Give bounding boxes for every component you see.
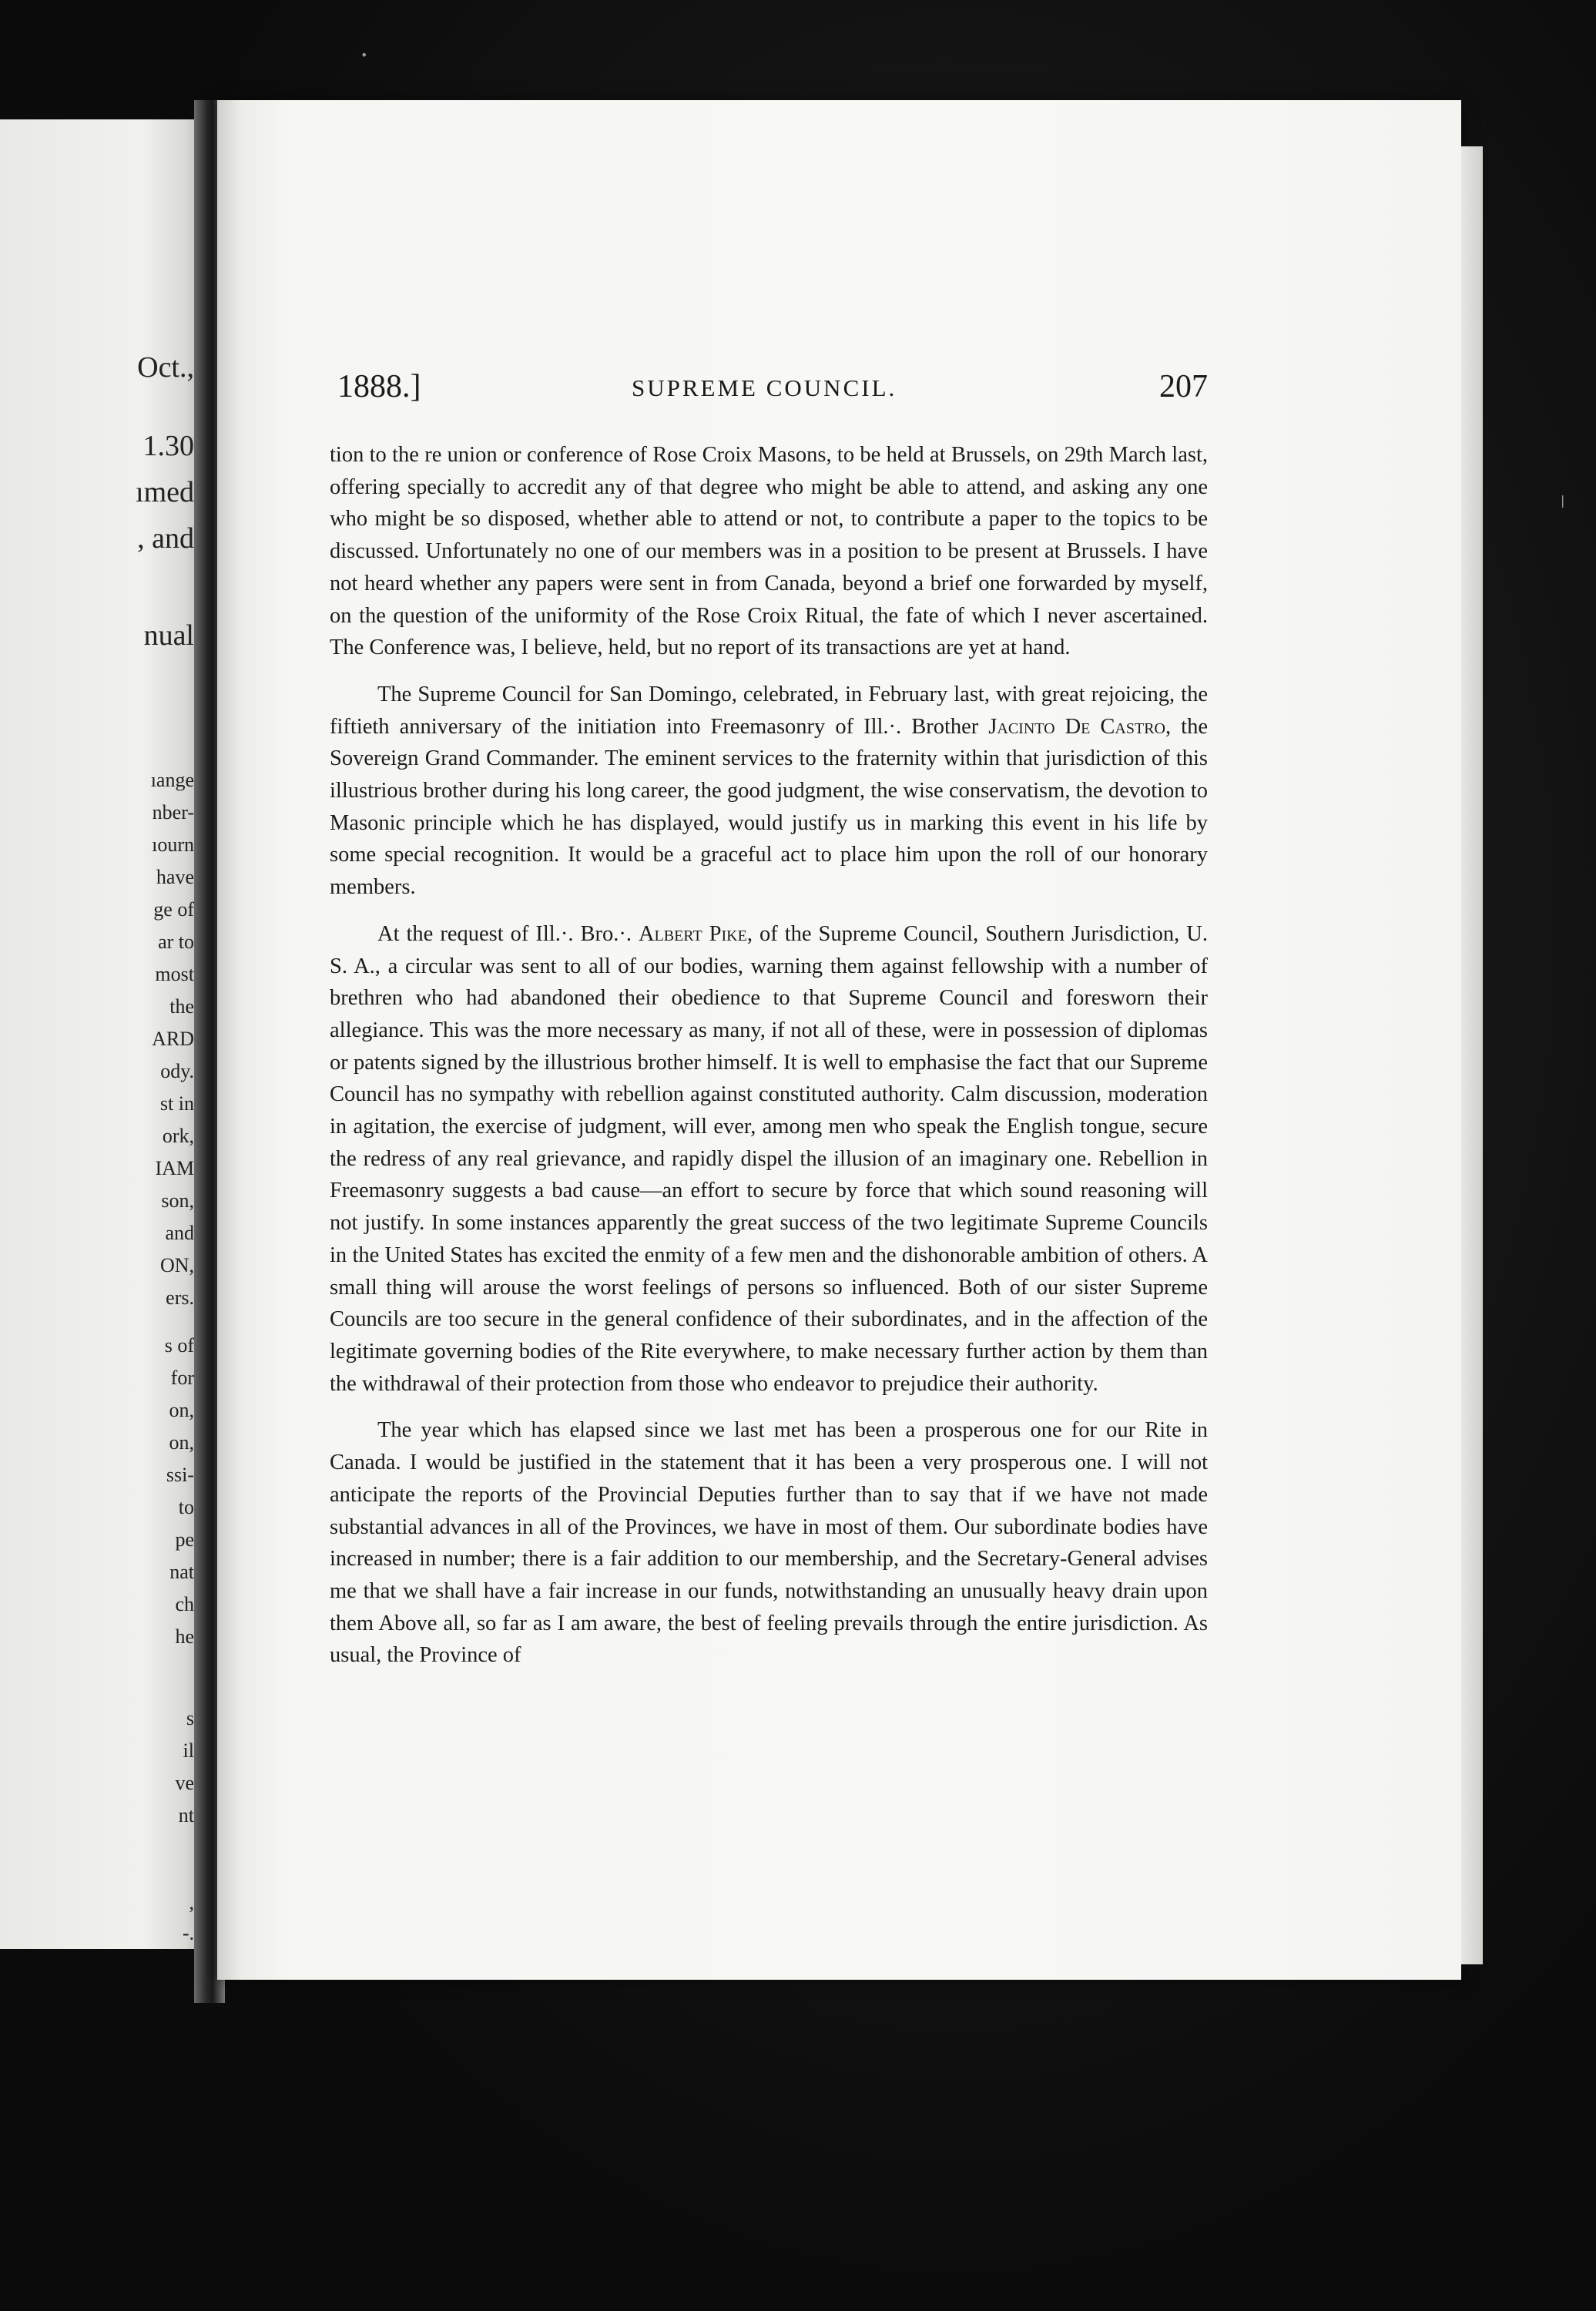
facing-line: ARD (152, 1028, 194, 1050)
person-name: Albert Pike (638, 921, 747, 946)
body-text (330, 439, 1208, 1686)
facing-line: for (170, 1367, 194, 1389)
facing-line: ON, (159, 1254, 194, 1276)
running-header (337, 368, 1208, 414)
facing-line: most (155, 963, 194, 985)
facing-line: ve (175, 1772, 194, 1794)
dust-speck: | (1561, 493, 1565, 508)
paragraph-text: , of the Supreme Council, Southern Jurisdiction, U. S. A., a circular was sent to all of our bodies, warning them against fellowship with a number of brethren who had abandoned their obedience to that Supreme Council and foresworn their allegiance. This was the more necessary as many, if not all of these, were in possession of diplomas or patents signed by the illustrious brother himself. It is well to emphasise the fact that our Supreme Council has no sympathy with rebellion against constituted authority. Calm discussion, moderation in agitation, the exercise of judgment, will ever, among men who speak the English tongue, secure the redress of any real grievance, and rapidly dispel the illusion of an imaginary one. Rebellion in Freemasonry suggests a bad cause—an effort to secure by force that which sound reasoning will not justify. In some instances apparently the great success of the two legitimate Supreme Councils in the United States has excited the enmity of a few men and the dishonorable ambition of others. A small thing will arouse the worst feelings of persons so influenced. Both of our sister Supreme Councils are too secure in the general confidence of their subordinates, and in the affection of the legitimate governing bodies of the Rite everywhere, to make necessary further action by them than the withdrawal of their protection from those who endeavor to prejudice their authority. (330, 921, 1208, 1396)
page-edge (1461, 146, 1483, 1964)
facing-line: 1.30 (142, 430, 194, 462)
facing-line: ody. (160, 1060, 194, 1082)
facing-page (0, 119, 202, 1949)
facing-line: nt (178, 1804, 194, 1826)
paragraph-san-domingo (330, 679, 1208, 904)
facing-line: -. (182, 1922, 194, 1944)
facing-line: the (169, 995, 194, 1018)
facing-line: pe (175, 1528, 194, 1551)
paragraph-text: The year which has elapsed since we last met has been a prosperous one for our Rite in Canada. I would be justified in the statement that it has been a very prosperous one. I will not anticipate the reports of the Provincial Deputies further than to say that if we have not made substantial advances in all of the Provinces, we have in most of them. Our subordinate bodies have increased in number; there is a fair addition to our membership, and the Secretary-General advises me that we shall have a fair increase in our funds, notwithstanding an unusually heavy drain upon them Above all, so far as I am aware, the best of feeling prevails through the entire jurisdiction. As usual, the Province of (330, 1418, 1208, 1668)
paragraph-circular (330, 918, 1208, 1400)
facing-line: , (189, 1891, 194, 1914)
facing-line: st in (159, 1092, 194, 1115)
facing-line: ch (175, 1593, 194, 1615)
paragraph-text: , the Sovereign Grand Commander. The eminent services to the fraternity within that jurisdiction of this illustrious brother during his long career, the good judgment, the wise conservatism, the devotion to Masonic principle which he has displayed, would justify us in marking this event in his life by some special recognition. It would be a graceful act to place him upon the roll of our honorary members. (330, 714, 1208, 900)
header-year: 1888.] (337, 369, 421, 404)
facing-line: ımed (136, 476, 194, 508)
facing-line: ar to (158, 931, 194, 953)
paragraph-text: At the request of Ill.·. Bro.·. (377, 921, 639, 946)
facing-line: Oct., (137, 351, 194, 384)
facing-line: have (156, 866, 194, 888)
facing-line: IAM (155, 1157, 194, 1179)
person-name: Jacinto De Castro (988, 714, 1165, 739)
facing-line: nber- (152, 801, 194, 823)
facing-line: he (175, 1625, 194, 1648)
facing-line: nual (143, 619, 194, 652)
facing-line: on, (169, 1431, 194, 1454)
page-number: 207 (1159, 369, 1208, 404)
facing-line: ıourn (152, 834, 194, 856)
facing-line: ge of (153, 898, 194, 921)
facing-line: to (178, 1496, 194, 1518)
facing-line: nat (169, 1561, 194, 1583)
facing-line: ork, (162, 1125, 194, 1147)
facing-line: ers. (166, 1286, 194, 1309)
facing-line: s of (164, 1334, 194, 1357)
facing-line: on, (169, 1399, 194, 1421)
paragraph-prosperous-year (330, 1414, 1208, 1672)
facing-line: ssi- (166, 1464, 194, 1486)
facing-line: ıange (150, 769, 194, 791)
facing-line: and (165, 1222, 194, 1244)
paragraph-rose-croix (330, 439, 1208, 664)
facing-line: s (186, 1707, 194, 1729)
paragraph-text: tion to the re union or conference of Rose Croix Masons, to be held at Brussels, on 29th March last, offering specially to accredit any of that degree who might be able to attend, and asking any one who might be so disposed, whether able to attend or not, to contribute a paper to the topics to be discussed. Unfortunately no one of our members was in a position to be present at Brussels. I have not heard whether any papers were sent in from Canada, beyond a brief one forwarded by myself, on the question of the uniformity of the Rose Croix Ritual, the fate of which I never ascertained. The Conference was, I believe, held, but no report of its transactions are yet at hand. (330, 443, 1208, 660)
facing-line: il (183, 1739, 194, 1762)
facing-line: son, (161, 1189, 194, 1212)
header-title: SUPREME COUNCIL. (632, 374, 897, 401)
dust-speck: • (360, 48, 368, 62)
facing-line: , and (137, 522, 194, 555)
paragraph-text: The Supreme Council for San Domingo, celebrated, in February last, with great rejoicing, the fiftieth anniversary of the initiation into Freemasonry of Ill.·. Brother (330, 682, 1208, 739)
